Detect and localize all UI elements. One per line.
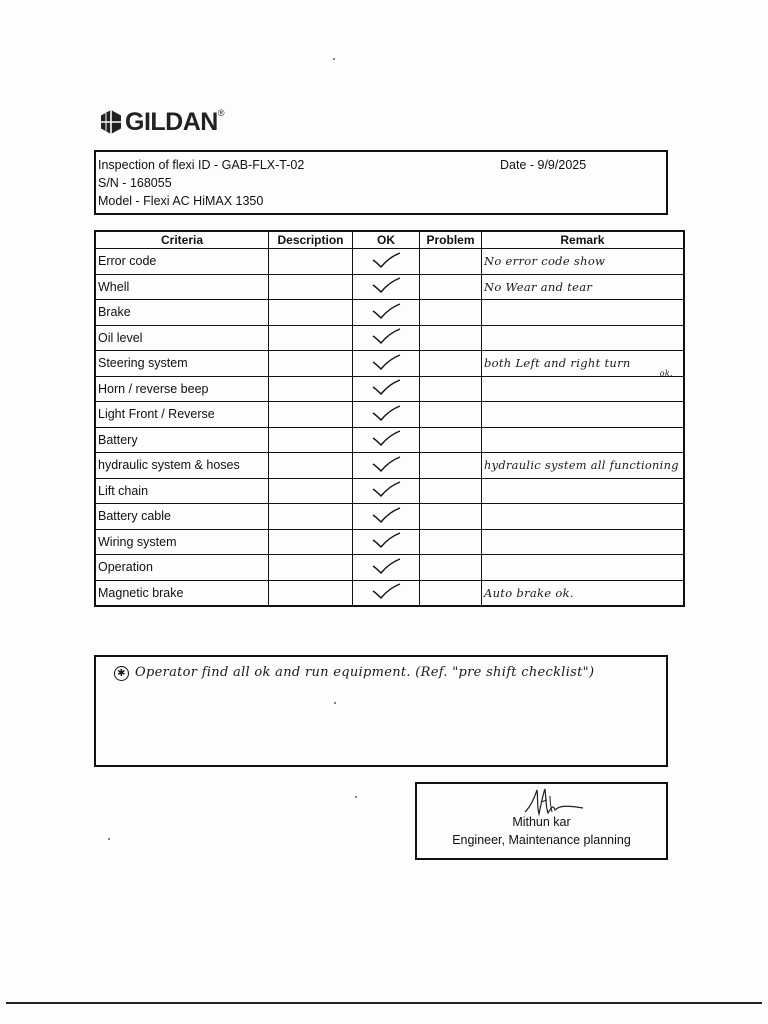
serial-number: S/N - 168055 — [98, 176, 172, 190]
remark-cell — [482, 478, 684, 504]
problem-cell — [420, 529, 482, 555]
table-row — [95, 325, 684, 351]
table-row — [95, 453, 684, 479]
remark-text: No error code show — [484, 254, 606, 269]
remark-cell — [482, 504, 684, 530]
description-cell — [269, 478, 353, 504]
description-cell — [269, 274, 353, 300]
signature-box — [415, 782, 668, 860]
handwritten-signature — [517, 786, 587, 818]
description-cell — [269, 402, 353, 428]
gildan-logo-mark-icon — [100, 109, 122, 135]
table-row — [95, 249, 684, 275]
operator-note-text: Operator find all ok and run equipment. (Ref. "pre shift checklist") — [135, 665, 595, 680]
remark-text: hydraulic system all functioning — [484, 458, 679, 473]
description-cell — [269, 453, 353, 479]
gildan-logo — [100, 106, 224, 138]
remark-cell — [482, 274, 684, 300]
model-name: Model - Flexi AC HiMAX 1350 — [98, 194, 264, 208]
description-cell — [269, 504, 353, 530]
problem-cell — [420, 376, 482, 402]
checkmark-icon — [370, 276, 402, 294]
logo-wordmark: GILDAN® — [125, 107, 224, 136]
description-cell — [269, 351, 353, 377]
table-row — [95, 504, 684, 530]
table-row — [95, 555, 684, 581]
description-cell — [269, 300, 353, 326]
checkmark-icon — [370, 429, 402, 447]
header-remark: Remark — [482, 231, 684, 249]
remark-cell — [482, 325, 684, 351]
criteria-cell: Wiring system — [95, 529, 269, 555]
inspection-info-box — [94, 150, 668, 215]
table-header-row — [95, 231, 684, 249]
description-cell — [269, 427, 353, 453]
remark-cell — [482, 249, 684, 275]
checkmark-icon — [370, 302, 402, 320]
scan-speck — [333, 58, 335, 60]
remark-cell — [482, 555, 684, 581]
problem-cell — [420, 504, 482, 530]
problem-cell — [420, 274, 482, 300]
checkmark-icon — [370, 557, 402, 575]
inspection-date: Date - 9/9/2025 — [500, 158, 587, 172]
table-row — [95, 478, 684, 504]
ok-cell — [353, 300, 420, 326]
ok-cell — [353, 555, 420, 581]
inspection-checklist-table — [94, 230, 685, 607]
remark-cell — [482, 529, 684, 555]
criteria-cell: hydraulic system & hoses — [95, 453, 269, 479]
table-row — [95, 274, 684, 300]
criteria-cell: Error code — [95, 249, 269, 275]
description-cell — [269, 376, 353, 402]
ok-cell — [353, 427, 420, 453]
description-cell — [269, 555, 353, 581]
table-row — [95, 529, 684, 555]
table-row — [95, 300, 684, 326]
remark-text: No Wear and tear — [484, 279, 593, 294]
ok-cell — [353, 249, 420, 275]
problem-cell — [420, 580, 482, 606]
checkmark-icon — [370, 531, 402, 549]
ok-cell — [353, 453, 420, 479]
checkmark-icon — [370, 404, 402, 422]
checkmark-icon — [370, 455, 402, 473]
criteria-cell: Battery — [95, 427, 269, 453]
remark-cell — [482, 453, 684, 479]
ok-cell — [353, 504, 420, 530]
criteria-cell: Operation — [95, 555, 269, 581]
criteria-cell: Light Front / Reverse — [95, 402, 269, 428]
operator-note — [114, 665, 594, 681]
problem-cell — [420, 249, 482, 275]
table-row — [95, 580, 684, 606]
problem-cell — [420, 402, 482, 428]
criteria-cell: Horn / reverse beep — [95, 376, 269, 402]
criteria-cell: Battery cable — [95, 504, 269, 530]
problem-cell — [420, 300, 482, 326]
header-ok: OK — [353, 231, 420, 249]
ok-cell — [353, 376, 420, 402]
description-cell — [269, 249, 353, 275]
remark-cell — [482, 580, 684, 606]
problem-cell — [420, 453, 482, 479]
ok-cell — [353, 580, 420, 606]
ok-cell — [353, 402, 420, 428]
operator-note-box — [94, 655, 668, 767]
checkmark-icon — [370, 251, 402, 269]
table-row — [95, 376, 684, 402]
checkmark-icon — [370, 353, 402, 371]
problem-cell — [420, 325, 482, 351]
problem-cell — [420, 351, 482, 377]
checkmark-icon — [370, 506, 402, 524]
scan-speck — [355, 796, 357, 798]
table-row — [95, 427, 684, 453]
inspection-id: Inspection of flexi ID - GAB-FLX-T-02 — [98, 158, 305, 172]
signer-name: Mithun kar — [512, 815, 571, 829]
problem-cell — [420, 427, 482, 453]
checkmark-icon — [370, 378, 402, 396]
criteria-cell: Brake — [95, 300, 269, 326]
criteria-cell: Lift chain — [95, 478, 269, 504]
header-description: Description — [269, 231, 353, 249]
problem-cell — [420, 478, 482, 504]
ok-cell — [353, 274, 420, 300]
description-cell — [269, 529, 353, 555]
remark-text: both Left and right turn — [484, 356, 631, 371]
remark-cell — [482, 351, 684, 377]
asterisk-icon: ✱ — [114, 666, 129, 681]
ok-cell — [353, 351, 420, 377]
checkmark-icon — [370, 480, 402, 498]
ok-cell — [353, 478, 420, 504]
criteria-cell: Steering system — [95, 351, 269, 377]
remark-text: Auto brake ok. — [484, 585, 574, 600]
scan-speck — [108, 838, 110, 840]
checkmark-icon — [370, 582, 402, 600]
ok-cell — [353, 325, 420, 351]
page-bottom-rule — [6, 1002, 762, 1004]
checkmark-icon — [370, 327, 402, 345]
remark-cell — [482, 427, 684, 453]
description-cell — [269, 325, 353, 351]
ok-cell — [353, 529, 420, 555]
remark-cell — [482, 300, 684, 326]
problem-cell — [420, 555, 482, 581]
criteria-cell: Oil level — [95, 325, 269, 351]
table-row — [95, 351, 684, 377]
header-problem: Problem — [420, 231, 482, 249]
remark-cell — [482, 402, 684, 428]
signer-title: Engineer, Maintenance planning — [452, 833, 631, 847]
table-row — [95, 402, 684, 428]
header-criteria: Criteria — [95, 231, 269, 249]
description-cell — [269, 580, 353, 606]
remark-subnote: ok. — [659, 368, 673, 378]
criteria-cell: Whell — [95, 274, 269, 300]
criteria-cell: Magnetic brake — [95, 580, 269, 606]
remark-cell — [482, 376, 684, 402]
